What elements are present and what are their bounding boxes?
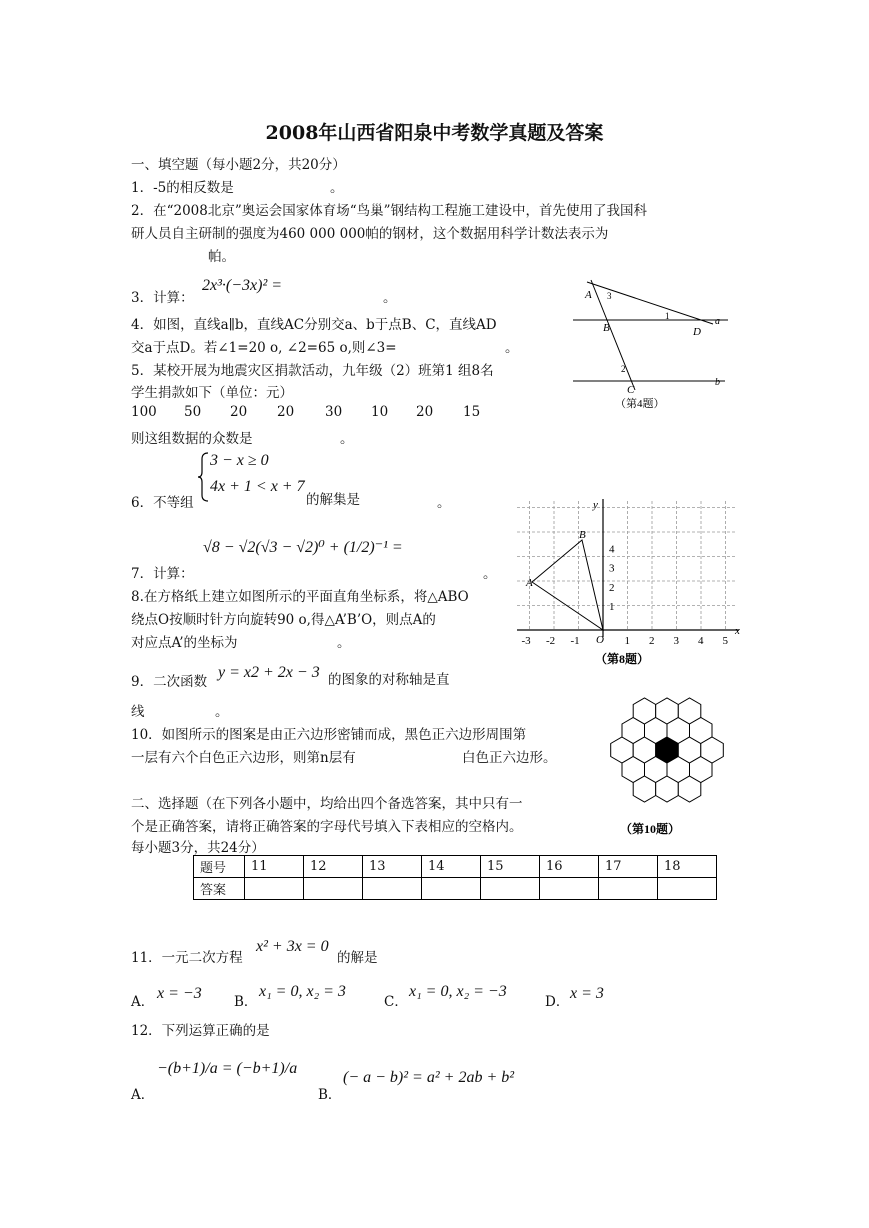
option-a-letter: A．	[131, 994, 155, 1010]
donation-value: 100	[131, 404, 157, 420]
answer-cell[interactable]	[363, 878, 422, 900]
y-tick-label: 2	[609, 581, 615, 594]
x-axis-label: x	[735, 625, 740, 637]
table-cell: 17	[599, 856, 658, 878]
label-angle-2: 2	[621, 364, 626, 374]
label-a-point: A	[585, 289, 592, 301]
question-5-end: 。	[340, 431, 354, 447]
label-b-point: B	[603, 322, 610, 334]
q12-option-a-expression: −(b+1)/a = (−b+1)/a	[157, 1060, 298, 1077]
donation-value: 20	[277, 404, 295, 420]
question-4-line2: 交a于点D。若∠1=20 o, ∠2=65 o,则∠3=	[131, 340, 397, 356]
figure-10-caption: （第10题）	[620, 822, 681, 836]
option-c-expression: x₁ = 0, x₂ = −3	[409, 983, 507, 1000]
x-tick-label: -2	[546, 635, 556, 647]
figure-8-coordinate-grid	[513, 497, 745, 669]
donation-value: 20	[416, 404, 434, 420]
figure-4-diagram	[565, 268, 735, 416]
question-6-inequality-1: 3 − x ≥ 0	[210, 452, 269, 469]
question-6-tail: 的解集是	[306, 492, 360, 508]
y-tick-label: 4	[609, 543, 615, 556]
x-tick-label: -1	[570, 635, 580, 647]
question-4-end: 。	[505, 340, 519, 356]
donation-value: 20	[230, 404, 248, 420]
label-angle-3: 3	[607, 291, 612, 301]
question-9-label: 9．二次函数	[131, 674, 208, 690]
table-cell: 18	[658, 856, 717, 878]
origin-label: O	[596, 634, 604, 646]
question-5-values	[131, 404, 480, 420]
answer-cell[interactable]	[481, 878, 540, 900]
q12-option-b-letter: B．	[318, 1087, 342, 1103]
figure-8-caption: （第8题）	[595, 652, 650, 666]
y-tick-labels	[609, 544, 615, 613]
question-10-line1: 10．如图所示的图案是由正六边形密铺而成，黑色正六边形周围第	[131, 727, 527, 743]
question-6-end: 。	[437, 495, 451, 511]
table-row	[194, 878, 717, 900]
question-2-line1: 2．在“2008北京”奥运会国家体育场“鸟巢”钢结构工程施工建设中，首先使用了我国科	[131, 203, 648, 219]
brace-icon	[198, 452, 210, 502]
section1-heading: 一、填空题（每小题2分，共20分）	[131, 157, 346, 173]
point-b-label: B	[579, 529, 586, 541]
donation-value: 15	[463, 404, 481, 420]
question-8-line3: 对应点A’的坐标为	[131, 635, 238, 651]
answer-cell[interactable]	[304, 878, 363, 900]
question-9-end: 。	[215, 704, 229, 720]
question-7-expression: √8 − √2(√3 − √2)⁰ + (1/2)⁻¹ =	[203, 539, 403, 556]
label-angle-1: 1	[665, 311, 670, 321]
question-9-line2: 线	[131, 704, 145, 720]
x-tick-label: 3	[673, 635, 679, 647]
option-c-letter: C．	[384, 994, 408, 1010]
question-10-line2b: 白色正六边形。	[462, 750, 557, 766]
question-1-end: 。	[330, 180, 344, 196]
question-10-line2a: 一层有六个白色正六边形，则第n层有	[131, 750, 356, 766]
x-tick-label: 5	[722, 635, 728, 647]
question-6-label: 6．不等组	[131, 495, 194, 511]
question-7-label: 7．计算：	[131, 566, 194, 582]
table-cell: 13	[363, 856, 422, 878]
table-cell: 16	[540, 856, 599, 878]
page-title: 2008年山西省阳泉中考数学真题及答案	[265, 122, 604, 144]
section2-line1: 二、选择题（在下列各小题中，均给出四个备选答案，其中只有一	[131, 796, 523, 812]
question-5-line1: 5．某校开展为地震灾区捐款活动，九年级（2）班第1 组8名	[131, 363, 494, 379]
line-ac	[591, 280, 635, 390]
section2-line2: 个是正确答案，请将正确答案的字母代号填入下表相应的空格内。	[131, 819, 523, 835]
donation-value: 50	[184, 404, 202, 420]
question-4-line1: 4．如图，直线a∥b，直线AC分别交a、b于点B、C，直线AD	[131, 317, 497, 333]
question-8-end: 。	[337, 635, 351, 651]
question-8-line1: 8.在方格纸上建立如图所示的平面直角坐标系，将△ABO	[131, 589, 469, 605]
triangle-abo	[532, 540, 603, 630]
question-5-line2: 学生捐款如下（单位：元）	[131, 385, 293, 401]
grid-lines	[517, 501, 735, 630]
question-12-label: 12．下列运算正确的是	[131, 1023, 270, 1039]
answer-table	[193, 855, 717, 900]
question-7-end: 。	[483, 566, 497, 582]
donation-value: 30	[325, 404, 343, 420]
answer-cell[interactable]	[658, 878, 717, 900]
y-tick-label: 3	[609, 562, 615, 575]
question-11-label: 11．一元二次方程	[131, 950, 243, 966]
answer-cell[interactable]	[599, 878, 658, 900]
donation-value: 10	[371, 404, 389, 420]
option-b-expression: x₁ = 0, x₂ = 3	[259, 983, 346, 1000]
option-d-expression: x = 3	[570, 985, 604, 1002]
x-tick-label: 4	[698, 635, 704, 647]
table-row	[194, 856, 717, 878]
table-cell: 题号	[194, 856, 245, 878]
question-9-tail: 的图象的对称轴是直	[328, 672, 450, 688]
hexagon-tiles	[611, 698, 724, 802]
y-tick-label: 1	[609, 600, 615, 613]
x-tick-label: -3	[521, 635, 531, 647]
point-a-label: A	[526, 577, 533, 589]
q12-option-a-letter: A．	[131, 1087, 155, 1103]
question-9-expression: y = x2 + 2x − 3	[218, 664, 320, 681]
question-3-end: 。	[383, 290, 397, 306]
question-8-line2: 绕点O按顺时针方向旋转90 o,得△A’B’O，则点A的	[131, 612, 436, 628]
figure-4-caption: （第4题）	[615, 398, 665, 410]
answer-cell[interactable]	[422, 878, 481, 900]
table-cell: 11	[245, 856, 304, 878]
question-1: 1．-5的相反数是	[131, 180, 234, 196]
label-line-a: a	[715, 316, 720, 327]
question-5-line4: 则这组数据的众数是	[131, 431, 253, 447]
table-cell: 14	[422, 856, 481, 878]
table-cell: 12	[304, 856, 363, 878]
y-axis-label: y	[593, 499, 598, 511]
label-d-point: D	[693, 326, 701, 338]
question-3-expression: 2x³·(−3x)² =	[202, 277, 283, 294]
q12-option-b-expression: (− a − b)² = a² + 2ab + b²	[343, 1069, 515, 1086]
question-2-line3: 帕。	[208, 249, 235, 265]
x-tick-label: 2	[649, 635, 655, 647]
option-a-expression: x = −3	[157, 985, 202, 1002]
question-3-label: 3．计算：	[131, 290, 194, 306]
question-2-line2: 研人员自主研制的强度为460 000 000帕的钢材，这个数据用科学计数法表示为	[131, 226, 609, 242]
option-b-letter: B．	[234, 994, 258, 1010]
x-tick-label: 1	[624, 635, 630, 647]
question-11-tail: 的解是	[337, 950, 378, 966]
answer-cell[interactable]	[540, 878, 599, 900]
question-6-inequality-2: 4x + 1 < x + 7	[210, 478, 305, 495]
table-cell: 15	[481, 856, 540, 878]
section2-line3: 每小题3分，共24分）	[131, 840, 265, 856]
answer-cell[interactable]	[245, 878, 304, 900]
question-11-expression: x² + 3x = 0	[256, 938, 329, 955]
option-d-letter: D．	[545, 994, 570, 1010]
table-cell: 答案	[194, 878, 245, 900]
figure-10-hexagon-pattern	[603, 680, 735, 840]
label-line-b: b	[715, 377, 720, 388]
label-c-point: C	[627, 384, 635, 396]
x-tick-labels	[522, 635, 729, 647]
